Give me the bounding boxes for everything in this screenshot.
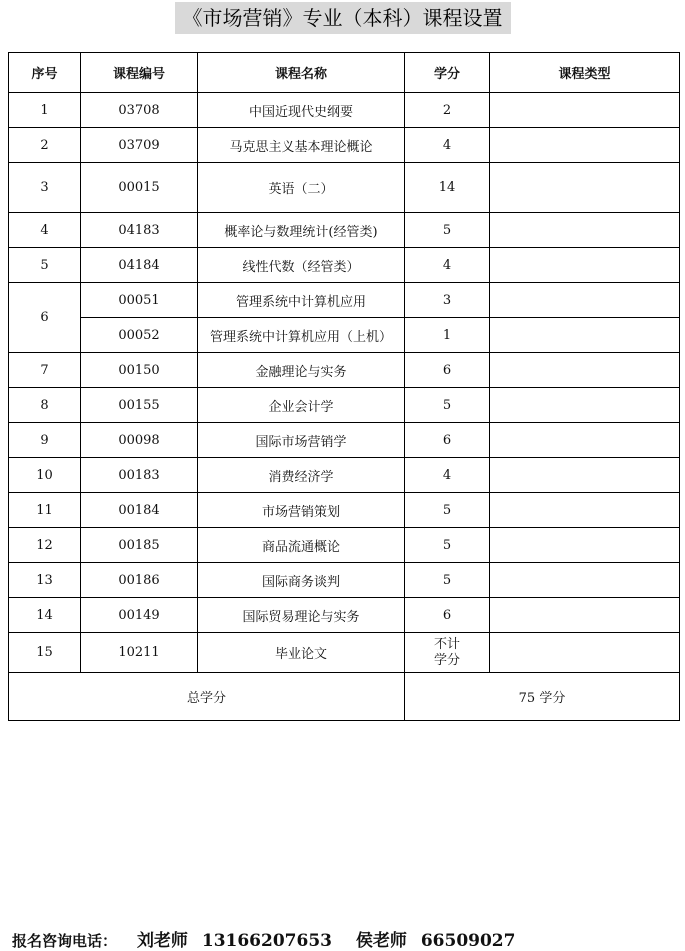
type-cell xyxy=(490,248,680,283)
credit-cell: 1 xyxy=(405,318,490,353)
credit-cell: 4 xyxy=(405,128,490,163)
credit-line-2: 学分 xyxy=(433,652,460,668)
credit-cell: 6 xyxy=(405,353,490,388)
type-cell xyxy=(490,93,680,128)
type-cell xyxy=(490,458,680,493)
seq-cell: 9 xyxy=(9,423,81,458)
seq-cell: 13 xyxy=(9,563,81,598)
name-cell: 市场营销策划 xyxy=(198,493,405,528)
total-label: 总学分 xyxy=(9,673,405,721)
contact1-name: 刘老师 xyxy=(136,931,188,951)
type-cell xyxy=(490,353,680,388)
credit-cell: 5 xyxy=(405,213,490,248)
seq-cell: 4 xyxy=(9,213,81,248)
seq-cell: 3 xyxy=(9,163,81,213)
name-cell: 概率论与数理统计(经管类) xyxy=(198,213,405,248)
table-row xyxy=(9,493,680,528)
name-cell: 商品流通概论 xyxy=(198,528,405,563)
table-row xyxy=(9,563,680,598)
credit-cell: 6 xyxy=(405,423,490,458)
code-cell: 04183 xyxy=(81,213,198,248)
name-cell: 毕业论文 xyxy=(198,633,405,673)
code-cell: 00184 xyxy=(81,493,198,528)
credit-cell: 14 xyxy=(405,163,490,213)
table-row xyxy=(9,388,680,423)
code-cell: 00015 xyxy=(81,163,198,213)
type-cell xyxy=(490,563,680,598)
total-row xyxy=(9,673,680,721)
course-table xyxy=(8,52,680,721)
name-cell: 马克思主义基本理论概论 xyxy=(198,128,405,163)
name-cell: 中国近现代史纲要 xyxy=(198,93,405,128)
code-cell: 03709 xyxy=(81,128,198,163)
type-cell xyxy=(490,633,680,673)
seq-cell: 12 xyxy=(9,528,81,563)
name-cell: 英语（二） xyxy=(198,163,405,213)
credit-cell: 5 xyxy=(405,388,490,423)
seq-cell: 10 xyxy=(9,458,81,493)
type-cell xyxy=(490,163,680,213)
credit-cell xyxy=(405,633,490,673)
table-row xyxy=(9,353,680,388)
contact-footer xyxy=(12,926,515,951)
seq-cell: 5 xyxy=(9,248,81,283)
title-container xyxy=(0,0,685,34)
credit-cell: 4 xyxy=(405,248,490,283)
name-cell: 国际贸易理论与实务 xyxy=(198,598,405,633)
type-cell xyxy=(490,528,680,563)
type-cell xyxy=(490,283,680,318)
table-row xyxy=(9,283,680,318)
code-cell: 00150 xyxy=(81,353,198,388)
name-cell: 线性代数（经管类） xyxy=(198,248,405,283)
type-cell xyxy=(490,128,680,163)
credit-cell: 3 xyxy=(405,283,490,318)
type-cell xyxy=(490,318,680,353)
credit-cell: 2 xyxy=(405,93,490,128)
seq-cell: 7 xyxy=(9,353,81,388)
credit-cell: 5 xyxy=(405,563,490,598)
table-row xyxy=(9,213,680,248)
code-cell: 00155 xyxy=(81,388,198,423)
table-row xyxy=(9,163,680,213)
table-row xyxy=(9,458,680,493)
header-name: 课程名称 xyxy=(198,53,405,93)
type-cell xyxy=(490,423,680,458)
name-cell: 消费经济学 xyxy=(198,458,405,493)
header-code: 课程编号 xyxy=(81,53,198,93)
name-cell: 金融理论与实务 xyxy=(198,353,405,388)
name-cell: 国际市场营销学 xyxy=(198,423,405,458)
table-row xyxy=(9,423,680,458)
name-cell: 国际商务谈判 xyxy=(198,563,405,598)
code-cell: 04184 xyxy=(81,248,198,283)
table-row xyxy=(9,318,680,353)
code-cell: 10211 xyxy=(81,633,198,673)
contact1-phone: 13166207653 xyxy=(201,931,332,951)
code-cell: 00186 xyxy=(81,563,198,598)
type-cell xyxy=(490,388,680,423)
table-row xyxy=(9,248,680,283)
seq-cell: 2 xyxy=(9,128,81,163)
table-row xyxy=(9,633,680,673)
type-cell xyxy=(490,213,680,248)
code-cell: 00051 xyxy=(81,283,198,318)
seq-cell: 6 xyxy=(9,283,81,353)
contact-label: 报名咨询电话： xyxy=(12,932,118,950)
table-row xyxy=(9,598,680,633)
seq-cell: 14 xyxy=(9,598,81,633)
header-seq: 序号 xyxy=(9,53,81,93)
code-cell: 00149 xyxy=(81,598,198,633)
table-row xyxy=(9,528,680,563)
type-cell xyxy=(490,598,680,633)
name-cell: 管理系统中计算机应用 xyxy=(198,283,405,318)
header-type: 课程类型 xyxy=(490,53,680,93)
table-header-row xyxy=(9,53,680,93)
seq-cell: 8 xyxy=(9,388,81,423)
code-cell: 00185 xyxy=(81,528,198,563)
header-credit: 学分 xyxy=(405,53,490,93)
contact2-phone: 66509027 xyxy=(420,931,516,951)
credit-cell: 6 xyxy=(405,598,490,633)
code-cell: 03708 xyxy=(81,93,198,128)
credit-cell: 5 xyxy=(405,528,490,563)
code-cell: 00183 xyxy=(81,458,198,493)
credit-cell: 4 xyxy=(405,458,490,493)
seq-cell: 15 xyxy=(9,633,81,673)
total-value: 75 学分 xyxy=(405,673,680,721)
code-cell: 00052 xyxy=(81,318,198,353)
table-row xyxy=(9,128,680,163)
page-title: 《市场营销》专业（本科）课程设置 xyxy=(175,2,511,34)
code-cell: 00098 xyxy=(81,423,198,458)
contact2-name: 侯老师 xyxy=(355,931,407,951)
name-cell: 管理系统中计算机应用（上机） xyxy=(198,318,405,353)
credit-line-1: 不计 xyxy=(433,636,460,652)
name-cell: 企业会计学 xyxy=(198,388,405,423)
table-row xyxy=(9,93,680,128)
seq-cell: 11 xyxy=(9,493,81,528)
credit-cell: 5 xyxy=(405,493,490,528)
seq-cell: 1 xyxy=(9,93,81,128)
type-cell xyxy=(490,493,680,528)
